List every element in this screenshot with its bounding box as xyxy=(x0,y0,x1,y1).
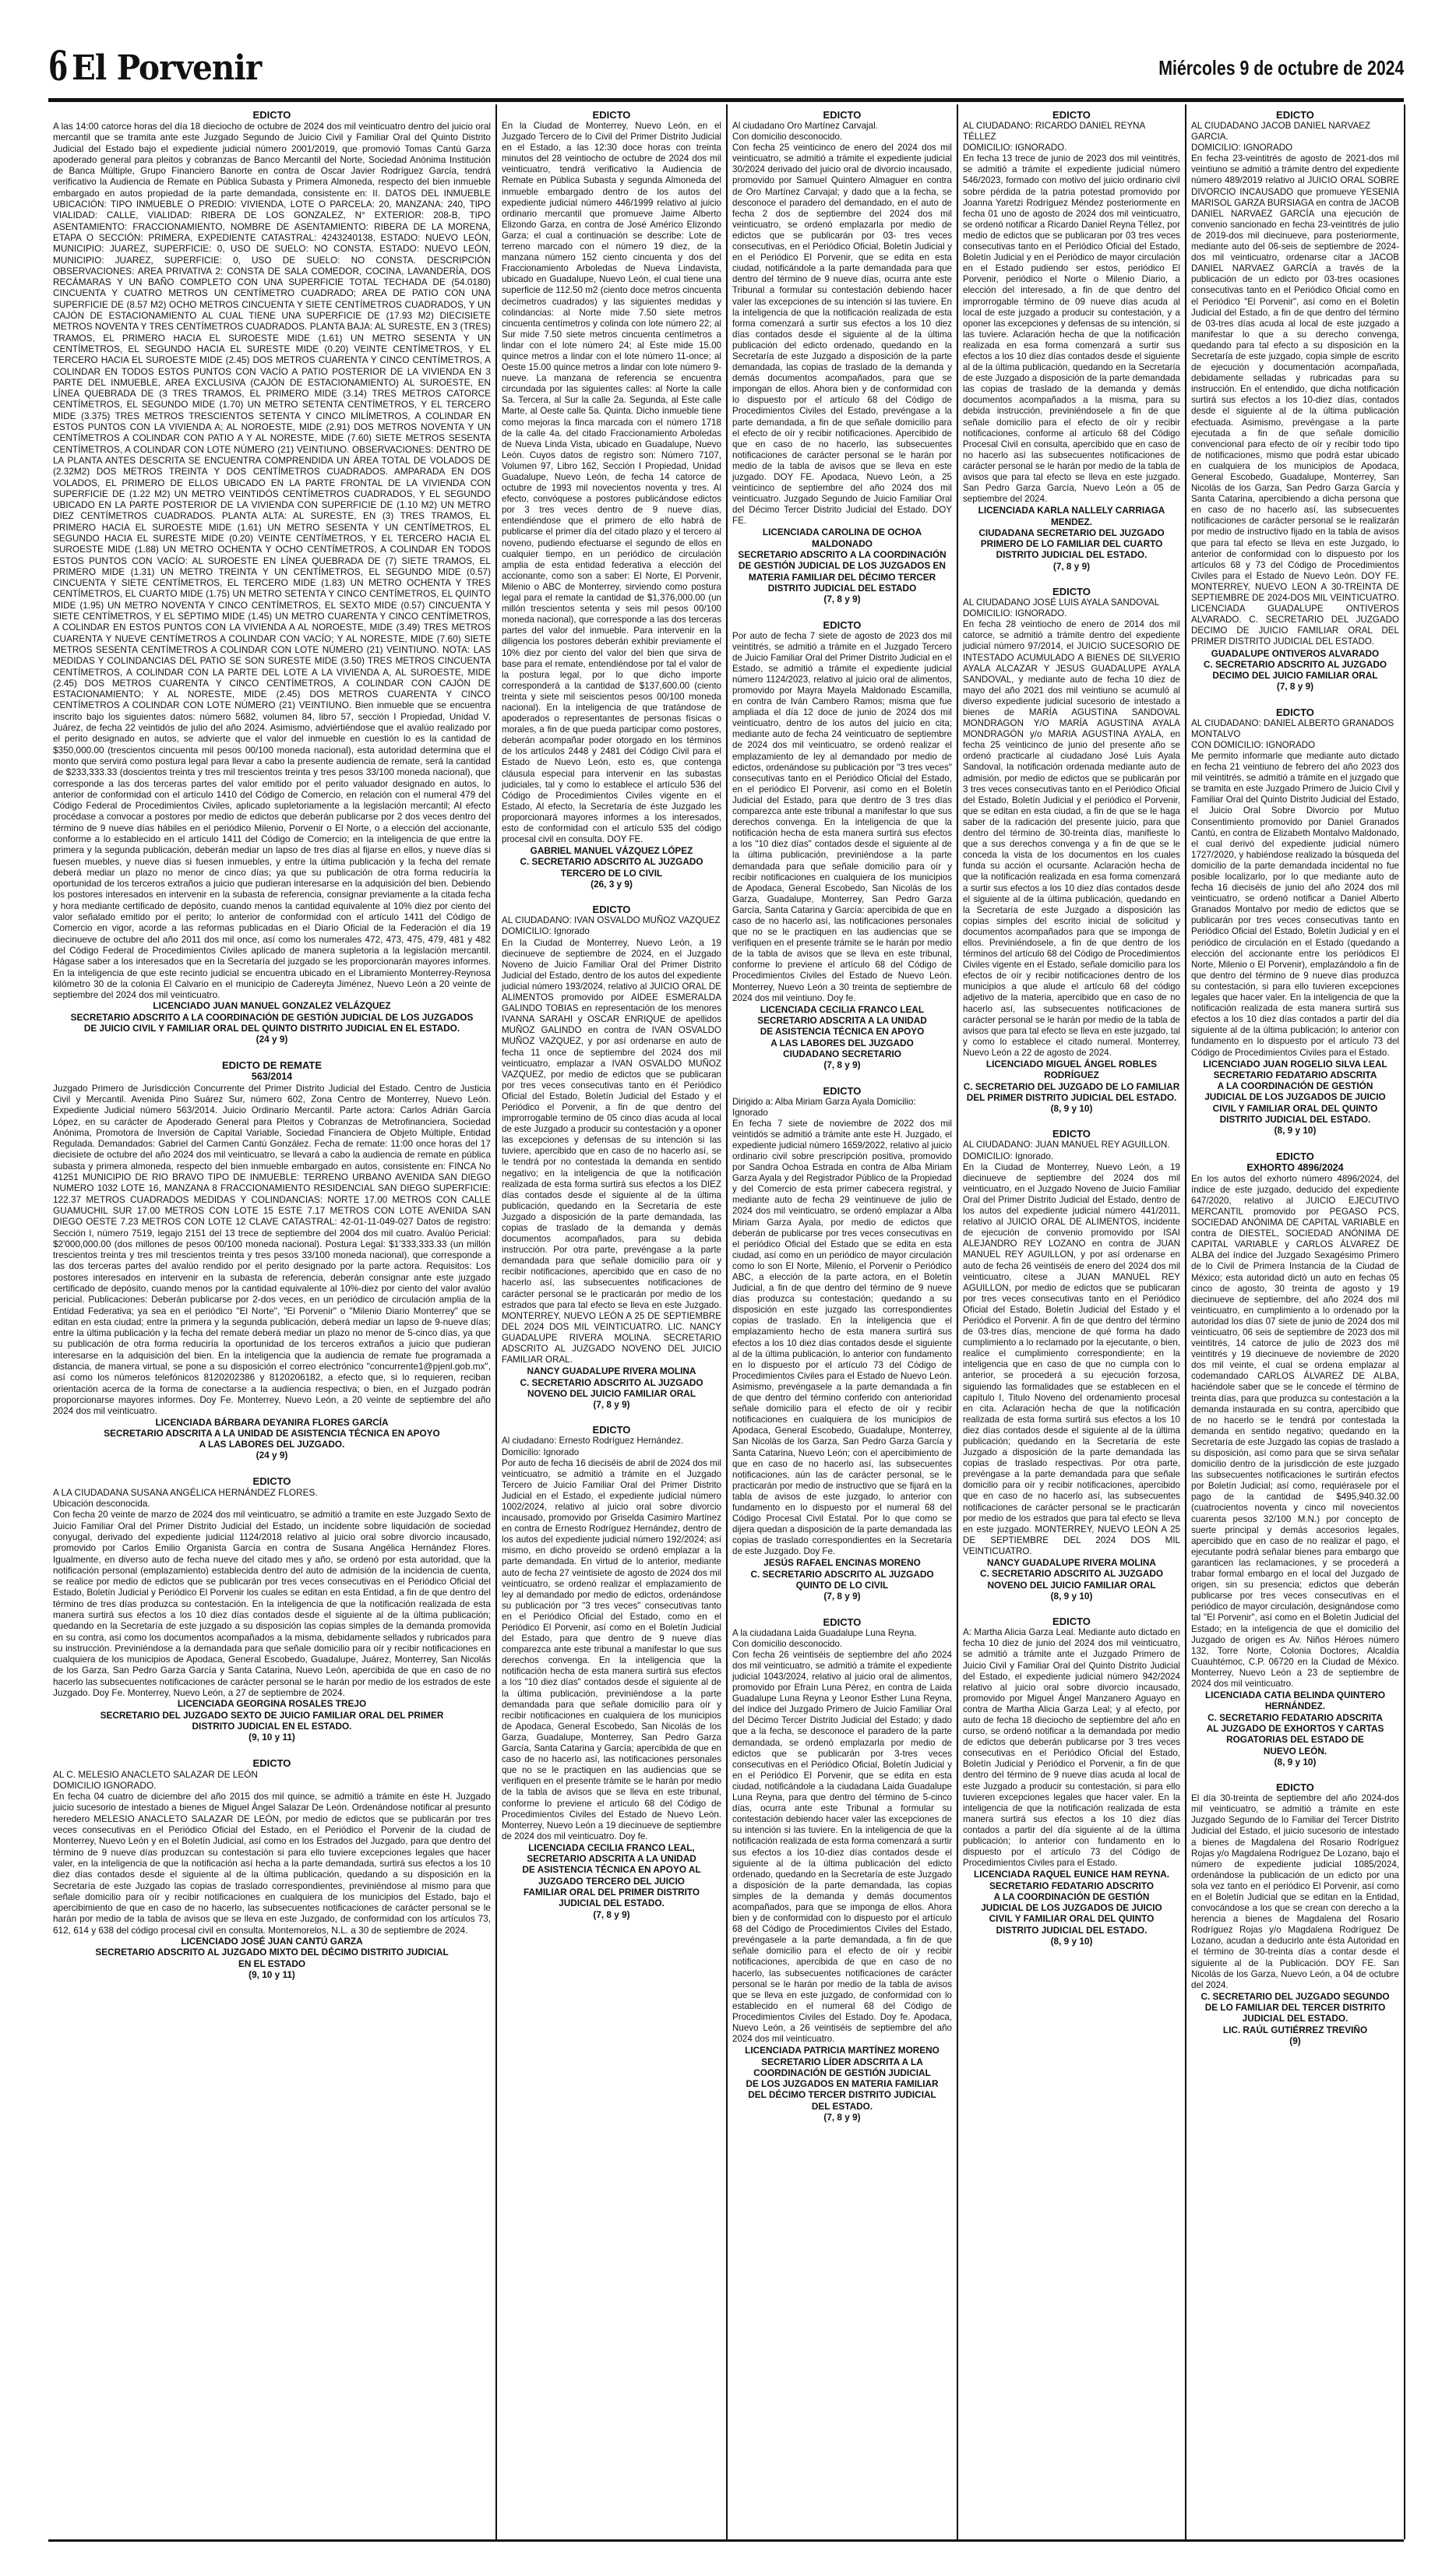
signature-line: SECRETARIO ADSCRITA A LA UNIDAD xyxy=(757,1015,927,1027)
signature-line: SECRETARIO FEDATARIO ADSCRITA xyxy=(1213,1069,1377,1080)
edict-notice xyxy=(502,109,721,890)
signature-line: JUDICIAL DEL ESTADO. xyxy=(1242,2013,1349,2025)
addressee-line: DOMICILIO: IGNORADO. xyxy=(963,143,1067,153)
signature-line: GUADALUPE ONTIVEROS ALVARADO xyxy=(1211,647,1380,659)
signature-line: LICENCIADO MIGUEL ÁNGEL ROBLES RODRÍGUEZ xyxy=(985,1059,1158,1081)
signature-line: CIUDADANA SECRETARIO DEL JUZGADO xyxy=(978,527,1165,538)
signature-line: LICENCIADA CATIA BELINDA QUINTERO HERNÁNDEZ. xyxy=(1204,1690,1386,1712)
publication-dates: (7, 8 y 9) xyxy=(593,1399,630,1411)
edict-notice xyxy=(963,109,1180,572)
signature-line: JUDICIAL DEL ESTADO. xyxy=(559,1898,665,1909)
addressee-line: AL CIUDADANO JOSÉ LUIS AYALA SANDOVAL xyxy=(963,597,1160,608)
edict-notice xyxy=(502,904,721,1410)
signature-line: A LA COORDINACIÓN DE GESTIÓN xyxy=(993,1891,1150,1902)
edict-heading: EDICTO xyxy=(1052,1128,1091,1140)
signature-line: CIVIL Y FAMILIAR ORAL DEL QUINTO xyxy=(1212,1102,1378,1114)
addressee-line: AL CIUDADANO JACOB DANIEL NARVAEZ GARCIA. xyxy=(1191,121,1370,143)
edict-notice xyxy=(1191,1781,1399,2046)
edict-notice xyxy=(53,1475,491,1743)
publication-dates: (8, 9 y 10) xyxy=(1050,1590,1093,1602)
page-number: 6 xyxy=(48,43,69,90)
addressee-line: AL CIUDADANO: RICARDO DANIEL REYNA TÉLLEZ xyxy=(963,121,1145,143)
signature-line: JUDICIAL DE LOS JUZGADOS DE JUICIO xyxy=(981,1902,1162,1914)
edict-notice xyxy=(53,1059,491,1461)
signature-line: SECRETARIO ADSCRITA A LA UNIDAD DE ASISTENCIA TÉCNICA EN APOYO xyxy=(104,1427,440,1439)
newspaper-name: El Porvenir xyxy=(72,48,262,88)
edict-body: Me permito informarle que mediante auto dictado en fecha 21 veintiuno de febrero del año 2023 dos mil veintitrés, se admitió a trámite en el juzgado que se tramita en este Juzgado Primero de Juicio Civil y Familiar Oral del Quinto Distrito Judicial del Estado, el Juicio Oral Sobre Divorcio por Mutuo Consentimiento promovido por Daniel Granados Cantú, en contra de Elizabeth Montalvo Maldonado, el cual derivó del expediente judicial número 1727/2020, y habiéndose realizado la búsqueda del domicilio de la parte demandada incidental no fue posible localizarlo, por lo que mediante auto de fecha 16 dieciséis de junio del año 2024 dos mil veinticuatro, se ordenó notificar a Daniel Alberto Granados Montalvo por medio de edictos que se publicarán por tres veces consecutivas tanto en Periódico Oficial del Estado, Boletín Judicial y en el periódico de circulación en el Estado (quedando a elección del accionante entre los periódicos El Norte, Milenio o El Porvenir), emplazándolo a fin de que dentro del término de 9 nueve días produzca su contestación, si para ello tuvieren excepciones legales que hacer valer. En la inteligencia de que la notificación realizada de esta manera surtirá sus efectos a los 10 diez días contados a partir del día siguiente al de la última publicación; lo anterior con fundamento en lo dispuesto por el artículo 73 del Código de Procedimientos Civiles para el Estado. xyxy=(1191,750,1399,1058)
column-3 xyxy=(497,107,726,2535)
signature-line: EN EL ESTADO xyxy=(238,1958,306,1969)
signature-line: LICENCIADO JUAN ROGELIO SILVA LEAL xyxy=(1203,1058,1387,1070)
signature-line: DISTRITO JUDICIAL DEL ESTADO. xyxy=(996,1924,1148,1936)
edict-notice xyxy=(732,109,952,605)
signature-line: DEL ESTADO. xyxy=(811,2100,873,2112)
publication-dates: (24 y 9) xyxy=(256,1450,288,1461)
edict-body: En fecha 23-veintitrés de agosto de 2021-dos mil veintiuno se admitió a trámite dentro del expediente número 489/2019 relativo al JUICIO ORAL SOBRE DIVORCIO INCAUSADO que promueve YESENIA MARISOL GARZA BURSIAGA en contra de JACOB DANIEL NARVAEZ GARCÍA una ejecución de convenio sancionado en fecha 23-veintitrés de julio de 2019-dos mil diecinueve, para posteriormente, mediante auto del 06-seis de septiembre de 2024-dos mil veinticuatro, ordenarse citar a JACOB DANIEL NARVAEZ GARCÍA a través de la publicación de un edicto por 03-tres ocasiones consecutivas tanto en el Periódico Oficial como en el Periódico "El Porvenir", así como en el Boletín Judicial del Estado, a fin de que dentro del término de 03-tres días acuda al local de este juzgado a manifestar lo que a su derecho convenga, quedando para tal efecto a su disposición en la Secretaría de este juzgado, copia simple de escrito de ejecución y documentación acompañada, debidamente selladas y rubricadas para su instrucción. En el entendido, que dicha notificación surtirá sus efectos a los 10-diez días, contados desde el siguiente al de la última publicación efectuada. Asimismo, prevéngase a la parte ejecutada a fin de que señale domicilio convencional para efecto de oír y recibir todo tipo de notificaciones, mismo que podrá estar ubicado en cualquiera de los municipios de Apodaca, General Escobedo, Guadalupe, Monterrey, San Nicolás de los Garza, San Pedro Garza García y Santa Catarina, apercibiendo a dicha persona que en caso de no hacerlo así, las subsecuentes notificaciones de carácter personal se le realizarán por medio de instructivo fijado en la tabla de avisos que para tal efecto se lleva en este Juzgado, lo anterior de conformidad con lo dispuesto por los artículos 68 y 73 del Código de Procedimientos Civiles para el Estado de Nuevo León. DOY FE. MONTERREY, NUEVO LEON A 30-TREINTA DE SEPTIEMBRE DE 2024-DOS MIL VEINTICUATRO. LICENCIADA GUADALUPE ONTIVEROS ALVARADO. C. SECRETARIO DEL JUZGADO DECIMO DE JUICIO FAMILIAR ORAL DEL PRIMER DISTRITO JUDICIAL DEL ESTADO. xyxy=(1191,153,1399,647)
edict-body: Con fecha 26 veintiséis de septiembre del año 2024 dos mil veinticuatro, se admitió a trámite el expediente judicial 1043/2024, relativo al juicio oral de alimentos, promovido por Efraín Luna Pérez, en contra de Laida Guadalupe Luna Reyna y Leonor Esther Luna Reyna, del índice del Juzgado Primero de Juicio Familiar Oral del Décimo Tercer Distrito Judicial del Estado; y dado que a la fecha, se desconoce el paradero de la parte demandada, se ordenó emplazarla por medio de edictos que se publicarán por 3-tres veces consecutivas en el Periódico Oficial, Boletín Judicial y en el Periódico El Porvenir, que se edita en esta ciudad, notificándole a la ciudadana Laida Guadalupe Luna Reyna, para que dentro del término de 5-cinco días, ocurra ante este Tribunal a formular su contestación debiendo hacer valer las excepciones de su intención si las tuviere. En la inteligencia de que la notificación realizada de esta forma comenzará a surtir sus efectos a los 10-diez días contados desde el siguiente al de la última publicación del edicto ordenado, quedando en la Secretaría de este Juzgado a disposición de la parte demandada, las copias simples de la demanda y demás documentos acompañados, para que se imponga de ellos. Ahora bien y de conformidad con lo dispuesto por el artículo 68 del Código de Procedimientos Civiles del Estado, prevéngasele a la parte demandada, a fin de que señale domicilio para el efecto de oír y recibir notificaciones, apercibida de que en caso de no hacerlo, las subsecuentes notificaciones de carácter personal se le harán por medio de la tabla de avisos que se lleva en este juzgado, de conformidad con lo establecido en el numeral 68 del Código de Procedimientos Civiles del Estado. Doy fe. Apodaca, Nuevo León, a 26 veintiséis de septiembre del año 2024 dos mil veinticuatro. xyxy=(732,1649,952,2045)
edict-body: Con fecha 20 veinte de marzo de 2024 dos mil veinticuatro, se admitió a tramite en este Juzgado Sexto de Juicio Familiar Oral del Primer Distrito Judicial del Estado, un incidente sobre liquidación de sociedad conyugal, derivado del expediente judicial 1124/2018 relativo al juicio oral sobre divorcio incausado, promovido por Carlos Emilio Organista García en contra de Susana Angélica Hernández Flores. Igualmente, en diverso auto de fecha nueve del citado mes y año, se ordenó por esta autoridad, que la notificación personal (emplazamiento) establecida dentro del auto de admisión de la incidencia de cuenta, se realice por medio de edictos que se publicarán por tres veces consecutivas en el Periódico Oficial del Estado, Boletín Judicial y Periódico El Porvenir los cuales se editan en esta Entidad, a fin de que dentro del término de tres días produzca su contestación. En la inteligencia de que la notificación realizada de esta manera surtirá sus efectos a los 10 diez días contados desde el siguiente al de la última publicación; quedando en la Secretaría de este juzgado a su disposición las copias simples de la demanda promovida en su contra, así como los documentos acompañados a la misma, debidamente sellados y rubricados para su instrucción. Previniéndose a la demandada para que señale domicilio para oír y recibir notificaciones en cualquiera de los municipios de Apodaca, General Escobedo, Guadalupe, Juárez, Monterrey, San Nicolás de los Garza, San Pedro Garza García y Santa Catarina, Nuevo León, apercibida de que en caso de no hacerlo las subsecuentes notificaciones de carácter personal se le harán por medio de los estrados de este Juzgado. Doy Fe. Monterrey, Nuevo León, a 27 de septiembre de 2024. xyxy=(53,1509,491,1699)
signature-line: A LAS LABORES DEL JUZGADO. xyxy=(199,1439,345,1450)
edict-heading: EDICTO xyxy=(823,618,862,631)
edict-body: En fecha 04 cuatro de diciembre del año 2015 dos mil quince, se admitió a trámite en éste H. Juzgado juicio sucesorio de intestado a bienes de Miguel Ángel Salazar De León. Ordenándose notificar al presunto heredero MELESIO ANACLETO SALAZAR DE LEÓN, por medio de edictos que se publicarán por tres veces consecutivas en el Periódico Oficial del Estado, en el Periódico el Porvenir de la ciudad de Monterrey, Nuevo León y en el Boletín Judicial, así como en los Estrados del Juzgado, para que dentro del término de 9 nueve días produzcan su contestación si para ello tuviere excepciones legales que hacer valer, en la inteligencia de que la notificación así hecha a la parte demandada, surtirá sus efectos a los 10 diez días contados desde el siguiente al de la última publicación, quedando a su disposición en la Secretaría de este Juzgado las copias de traslado correspondientes, previniéndose al mismo para que señale domicilio para oír y recibir notificaciones en cualquiera de los municipios del Estado, bajo el apercibimiento de que en caso de no hacerlo, las subsecuentes notificaciones de carácter personal se le harán por medio de la tabla de avisos que se lleva en este Juzgado, de conformidad con los artículos 73, 612, 614 y 638 del código procesal civil en consulta. Montemorelos, N.L. a 30 de septiembre de 2024. xyxy=(53,1791,491,1936)
signature-line: LICENCIADA CAROLINA DE OCHOA MALDONADO xyxy=(762,527,922,549)
signature-line: DE LOS JUZGADOS EN MATERIA FAMILIAR xyxy=(746,2078,939,2090)
publication-dates: (24 y 9) xyxy=(256,1034,288,1045)
addressee-line: AL CIUDADANO: JUAN MANUEL REY AGUILLON. xyxy=(963,1140,1170,1151)
masthead xyxy=(48,45,1404,95)
signature-line: LICENCIADA PATRICIA MARTÍNEZ MORENO xyxy=(745,2045,940,2056)
addressee-line: Ubicación desconocida. xyxy=(53,1498,150,1510)
publication-dates: (7, 8 y 9) xyxy=(593,1908,630,1920)
signature-line: DE ASISTENCIA TÉCNICA EN APOYO AL xyxy=(522,1864,701,1876)
edict-heading: EDICTO xyxy=(1276,1150,1314,1162)
publication-date: Miércoles 9 de octubre de 2024 xyxy=(1158,56,1404,79)
signature-line: AL JUZGADO DE EXHORTOS Y CARTAS xyxy=(1206,1722,1384,1734)
addressee-line: DOMICILIO: IGNORADO. xyxy=(963,608,1067,619)
edict-body: En los autos del exhorto número 4896/2024, del índice de este juzgado, deducido del expediente 647/2020, relativo al JUICIO EJECUTIVO MERCANTIL promovido por PEGASO PCS, SOCIEDAD ANÓNIMA DE CAPITAL VARIABLE en contra de DIESTEL, SOCIEDAD ANÓNIMA DE CAPITAL VARIABLE y CARLOS ÁLVAREZ DE ALBA del índice del Juzgado Sexagésimo Primero de lo Civil de Primera Instancia de la Ciudad de México; esta autoridad dictó un auto en fechas 05 cinco de agosto, 30 treinta de agosto y 19 diecinueve de septiembre, del año 2024 dos mil veinticuatro, en cumplimiento a lo ordenado por la autoridad los días 07 siete de junio de 2024 dos mil veinticuatro, 06 seis de septiembre de 2023 dos mil veintitrés, 14 catorce de julio de 2023 dos mil veintitrés y 19 diecinueve de noviembre de 2020 dos mil veinte, el cual se ordena emplazar al codemandado CARLOS ÁLVAREZ DE ALBA, haciéndole saber que se le concede el término de treinta días, para que produzca su contestación a la demanda instaurada en su contra, apercibido que de no hacerlo se le tendrá por contestada la demanda en sentido negativo; quedando en la Secretaría de este Juzgado las copias de traslado a su disposición, así como para que se sirva señalar domicilio dentro de la jurisdicción de este juzgado las subsecuentes notificaciones le surtirán efectos por Boletín Judicial; así como, requiérasele por el pago de la cantidad de $495,940.32.00 (cuatrocientos noventa y cinco mil novecientos cuarenta pesos 32/100 M.N.) por concepto de suerte principal y demás accesorios legales, apercibido que en caso de no realizar el pago, el ejecutante podrá señalar bienes para embargo que garanticen las reclamaciones, y se procederá a trabar formal embargo en el local del Juzgado de origen, sin su presencia; edictos que deberán publicarse por tres veces consecutivas en el periódico de mayor circulación, designándose como tal "El Porvenir", así como en el Boletín Judicial del Estado; en la inteligencia de que el domicilio del Juzgado de origen es Av. Niños Héroes número 132, Torre Norte, Colonia Doctores, Alcaldía Cuauhtémoc, C.P. 06720 en la Ciudad de México. Monterrey, Nuevo León a 23 de septiembre de 2024 dos mil veinticuatro. xyxy=(1191,1173,1399,1689)
column-1-2 xyxy=(48,107,495,2535)
publication-dates: (26, 3 y 9) xyxy=(591,879,633,890)
signature-line: LICENCIADA CECILIA FRANCO LEAL xyxy=(760,1003,925,1015)
signature-line: QUINTO DE LO CIVIL xyxy=(795,1580,889,1591)
signature-line: SECRETARIO ADSCRITO AL JUZGADO MIXTO DEL DÉCIMO DISTRITO JUDICIAL xyxy=(95,1947,449,1958)
column-5 xyxy=(958,107,1185,2535)
edict-notice xyxy=(732,619,952,1071)
signature-line: NANCY GUADALUPE RIVERA MOLINA xyxy=(527,1366,696,1377)
signature-line: TERCERO DE LO CIVIL xyxy=(560,867,663,879)
edict-subheading: EXHORTO 4896/2024 xyxy=(1246,1161,1344,1173)
edict-body: El día 30-treinta de septiembre del año 2024-dos mil veinticuatro, se admitió a trámite en este Juzgado Segundo de lo Familiar del Tercer Distrito Judicial del Estado, el juicio sucesorio de intestado a bienes de Magdalena del Rosario Rodríguez Rojas y/o Magdalena Rodríguez De Lozano, bajo el número de expediente judicial 1085/2024, ordenándose la publicación de un edicto por una sola vez tanto en el periódico El Porvenir, así como en el Boletín Judicial que se editan en la Entidad, convocándose a los que se crean con derecho a la herencia a bienes de Magdalena del Rosario Rodríguez Rojas y/o Magdalena Rodríguez De Lozano, acudan a deducirlo ante ésta Autoridad en el término de 30-treinta días a contar desde el siguiente al de la Publicación. DOY FE. San Nicolás de los Garza, Nuevo León, a 04 de octubre del 2024. xyxy=(1191,1793,1399,1990)
bottom-rule xyxy=(48,2539,1404,2542)
signature-line: LICENCIADO JOSÉ JUAN CANTÚ GARZA xyxy=(181,1936,363,1947)
signature-line: FAMILIAR ORAL DEL PRIMER DISTRITO xyxy=(523,1887,700,1898)
signature-line: C. SECRETARIO ADSCRITO AL JUZGADO xyxy=(750,1568,934,1580)
edict-heading: EDICTO xyxy=(823,1616,862,1628)
edict-notice xyxy=(502,1424,721,1920)
edict-body: A: Martha Alicia Garza Leal. Mediante auto dictado en fecha 10 diez de junio del 2024 dos mil veinticuatro, se admitió a trámite ante el Juzgado Primero de Juicio Civil y Familiar Oral del Quinto Distrito Judicial del Estado, el expediente judicial número 942/2024 relativo al juicio oral sobre divorcio incausado, promovido por Miguel Ángel Manzanero Aguayo en contra de Martha Alicia Garza Leal; y al efecto, por auto de fecha 18 dieciocho de septiembre del año en curso, se ordenó notificar a la demandada por medio de edictos que deberán publicarse por 3 tres veces consecutivas en el Periódico Oficial del Estado, Boletín Judicial y Periódico el Porvenir, a fin de que dentro del término de 9 nueve días acuda al local de este Juzgado a producir su contestación, si para ello tuvieren excepciones legales que hacer valer. En la inteligencia de que la notificación realizada de esta manera surtirá sus efectos a los 10 diez días contados a partir del día siguiente al de la última publicación; lo anterior con fundamento en lo dispuesto por el artículo 73 del Código de Procedimientos Civiles para el Estado. xyxy=(963,1627,1180,1869)
edict-heading: EDICTO xyxy=(592,904,631,916)
signature-line: ROGATORIAS DEL ESTADO DE xyxy=(1226,1734,1364,1746)
signature-line: JESÚS RAFAEL ENCINAS MORENO xyxy=(763,1557,921,1569)
signature-line: DEL DÉCIMO TERCER DISTRITO JUDICIAL xyxy=(748,2089,936,2101)
edict-body: En la Ciudad de Monterrey, Nuevo León, en el Juzgado Tercero de lo Civil del Primer Distrito Judicial en el Estado, a las 12:30 doce horas con treinta minutos del 28 veintiocho de octubre de 2024 dos mil veinticuatro, tendrá verificativo la Audiencia de Remate en Pública Subasta y segunda Almoneda del inmueble embargado dentro de los autos del expediente judicial número 446/1999 relativo al juicio ordinario mercantil que promueve Jaime Alberto Elizondo Garza, en contra de José Américo Elizondo Garza; el cual a continuación se describe: Lote de terreno marcado con el número 19 diez, de la manzana número 152 ciento cincuenta y dos del Fraccionamiento Arboledas de Nueva Lindavista, ubicado en Guadalupe, Nuevo León, el cual tiene una superficie de 112.50 m2 (ciento doce metros cincuenta decímetros cuadrados) y las siguientes medidas y colindancias: al Norte mide 7.50 siete metros cincuenta centímetros y colinda con lote número 22; al Sur mide 7.50 siete metros cincuenta centímetros a lindar con el lote número 24; al Este mide 15.00 quince metros a lindar con el lote número 11-once; al Oeste 15.00 quince metros a lindar con lote número 9-nueve. La manzana de referencia se encuentra circundada por las siguientes calles: al Norte la calle Sa. Tercera, al Sur la calle 2a. Segunda, al Este calle Marte, al Oeste calle 5a. Quinta. Dicho inmueble tiene como mejoras la finca marcada con el número 1718 de la calle 4a. del citado Fraccionamiento Arboledas de Nueva Linda Vista, ubicado en Guadalupe, Nuevo León. Cuyos datos de registro son: Número 7107, Volumen 97, Libro 162, Sección I Propiedad, Unidad Guadalupe, Nuevo León, de fecha 14 catorce de octubre de 1993 mil novecientos noventa y tres. Al efecto, convóquese a postores publicándose edictos por 3 tres veces dentro de 9 nueve días, entendiéndose que el primero de ello habrá de publicarse el primer día del citado plazo y el tercero al noveno, pudiendo efectuarse el segundo de ellos en cualquier tiempo, en un periódico de circulación amplia de esta entidad federativa a elección del accionante, como son a saber: El Norte, El Porvenir, Milenio o ABC de Monterrey, sirviendo como postura legal para el remate la cantidad de $1,376,000.00 (un millón trescientos setenta y seis mil pesos 00/100 moneda nacional), que corresponde a las dos terceras partes del valor del inmueble. Para intervenir en la diligencia los postores deberán exhibir previamente el 10% diez por ciento del valor del bien que sirva de base para el remate, entendiéndose por tal el valor de la postura legal, por lo que dicho importe corresponderá a la cantidad de $137,600.00 (ciento treinta y siete mil seiscientos pesos 00/100 moneda nacional). En la inteligencia de que tratándose de apoderados o representantes de personas físicas o morales, a fin de que pueda participar como postores, deberán acompañar poder otorgado en los términos de los artículos 2448 y 2481 del Código Civil para el Estado de Nuevo León, esto es, que contenga cláusula especial para intervenir en las subastas judiciales, tal y como lo establece el artículo 536 del Código de Procedimientos Civiles vigente en el Estado, Al efecto, la Secretaría de éste Juzgado les proporcionará mayores informes a los interesados, esto de conformidad con el artículo 535 del código procesal civil en consulta. DOY FE. xyxy=(502,121,721,845)
signature-line: A LAS LABORES DEL JUZGADO xyxy=(770,1037,914,1048)
edict-body: Juzgado Primero de Jurisdicción Concurrente del Primer Distrito Judicial del Estado. Centro de Justicia Civil y Mercantil. Avenida Pino Suárez Sur, número 602, Zona Centro de Monterrey, Nuevo León. Expediente Judicial número 563/2014. Juicio Ordinario Mercantil. Parte actora: Carlos Adrián García López, en su carácter de Apoderado General para Pleitos y Cobranzas de Metrofinanciera, Sociedad Anónima, Promotora de Inversión de Capital Variable, Sociedad Financiera de Objeto Múltiple, Entidad Regulada. Demandados: Gabriel del Carmen Cantú González. Fecha de remate: 11:00 once horas del 17 diecisiete de octubre del año 2024 dos mil veinticuatro, se llevará a cabo la audiencia de remate en pública subasta y primera almoneda, respecto del bien inmueble embargado en autos, consistente en: FINCA No 41251 MUNICIPIO DE RIO BRAVO TIPO DE INMUEBLE: TERRENO URBANO AVENIDA SAN DIEGO NUMERO 1032 LOTE 16, MANZANA 8 FRACCIONAMIENTO RESIDENCIAL SAN DIEGO SUPERFICIE: 122.37 METROS CUADRADOS MEDIDAS Y COLINDANCIAS: NORTE 17.00 METROS CON CALLE GUAMUCHIL SUR 17.00 METROS CON LOTE 15 ESTE 7.17 METROS CON LOTE AVENIDA SAN DIEGO OESTE 7.23 METROS CON LOTE 12 CLAVE CATASTRAL: 42-01-11-049-027 Datos de registro: Sección I, número 7519, legajo 2151 del 13 trece de septiembre del 2004 dos mil cuatro. Avalúo Pericial: $2'000,000.00 (dos millones de pesos 00/100 moneda nacional). Postura Legal: $1'333,333.33 (un millón trescientos treinta y tres mil trescientos treinta y tres pesos 33/100 moneda nacional), que corresponde a las dos terceras partes del avalúo rendido por el perito designado por la parte actora. Requisitos: Los postores interesados en intervenir en la subasta de referencia, deberán consignar ante este juzgado certificado de depósito, cuando menos por la cantidad equivalente al 10%-diez por ciento del valor avalúo pericial. Publicaciones: Deberán publicarse por 2-dos veces, en un periódico de circulación amplia de la Entidad Federativa; ya sea en el periódico "El Norte", "El Porvenir" o "Milenio Diario Monterrey" que se editan en esta ciudad; entre la primera y la segunda publicación, deberá mediar un lapso de 9-nueve días; entre la última publicación y la fecha del remate deberá mediar un plazo no menor de 5-cinco días, ya que su publicación de otra forma reduciría la oportunidad de los terceros extraños a juicio que pudieran interesarse en la adquisición del bien. En la inteligencia que la audiencia de remate fue programada a distancia, de manera virtual, se pone a su disposición el correo electrónico "concurrente1@pjenl.gob.mx", así como los números telefónicos 8120202386 y 8120206182, a efecto que, si lo requieren, reciban orientación acerca de la forma de conectarse a la audiencia respectiva; o bien, en el Juzgado podrán proporcionarse mayores informes. Doy Fe. Monterrey, Nuevo León, a 20 veinte de septiembre del año 2024 dos mil veinticuatro. xyxy=(53,1082,491,1417)
signature-line: SECRETARIO FEDATARIO ADSCRITO xyxy=(989,1880,1155,1891)
signature-line: C. SECRETARIO DEL JUZGADO DE LO FAMILIAR DEL PRIMER DISTRITO JUDICIAL DEL ESTADO. xyxy=(963,1080,1180,1103)
signature-line: C. SECRETARIO ADSCRITO AL JUZGADO xyxy=(520,856,703,868)
edict-heading: EDICTO DE REMATE xyxy=(221,1059,323,1071)
signature-line: A LA COORDINACIÓN DE GESTIÓN xyxy=(1217,1080,1373,1092)
edict-heading: EDICTO xyxy=(252,109,291,121)
addressee-line: CON DOMICILIO: IGNORADO xyxy=(1191,739,1316,750)
edict-notice xyxy=(732,1616,952,2123)
addressee-line: AL C. MELESIO ANACLETO SALAZAR DE LEÓN xyxy=(53,1768,258,1780)
signature-line: DE JUICIO CIVIL Y FAMILIAR ORAL DEL QUINTO DISTRITO JUDICIAL EN EL ESTADO. xyxy=(83,1023,460,1034)
publication-dates: (8, 9 y 10) xyxy=(1050,1103,1093,1115)
addressee-line: AL CIUDADANO: IVAN OSVALDO MUÑOZ VAZQUEZ xyxy=(502,915,721,926)
publication-dates: (8, 9 y 10) xyxy=(1050,1936,1093,1947)
signature-line: GABRIEL MANUEL VÁZQUEZ LÓPEZ xyxy=(530,845,693,857)
addressee-line: A LA CIUDADANA SUSANA ANGÉLICA HERNÁNDEZ FLORES. xyxy=(53,1486,318,1498)
edict-body: En fecha 28 veintiocho de enero de 2014 dos mil catorce, se admitió a trámite dentro del expediente judicial número 97/2014, el JUICIO SUCESORIO DE INTESTADO ACUMULADO A BIENES DE SILVERIO AYALA ALCAZAR Y JESUS GUADALUPE AYALA SANDOVAL, y mediante auto de fecha 10 diez de mayo del año 2021 dos mil veintiuno se acumuló al diverso expediente judicial sucesorio de intestado a bienes de MARÍA AGUSTINA SANDOVAL MONDRAGON Y/O MARÍA AGUSTINA AYALA MONDRAGÓN y/o MARIA AGUSTINA AYALA, en fecha 25 veinticinco de junio del presente año se ordenó practicarle al ciudadano José Luis Ayala Sandoval, la notificación ordenada mediante auto de admisión, por medio de edictos que se publicarán por 3 tres veces consecutivas tanto en el Periódico Oficial del Estado, Boletín Judicial y el periódico el Porvenir, que se editan en esta ciudad, a fin de que se le haga saber de la radicación del presente juicio, para que dentro del término de 30-treinta días, manifieste lo que a sus derechos convenga y a fin de que se le conceda la vista de los documentos en los cuales funda su acción el ocursante. Aclaración hecha de que la notificación realizada en esa forma comenzará a surtir sus efectos a los 10 diez días contados desde el siguiente al de la última publicación, quedando en la Secretaría de este Juzgado a disposición las copias simples del escrito inicial de solicitud y documentos acompañados para que se imponga de ellos. Previniéndosele, a fin de que dentro de los términos del artículo 68 del Código de Procedimientos Civiles vigente en el Estado, señale domicilio para los efectos de oír y recibir notificaciones dentro de los municipios a que alude el artículo 68 del código adjetivo de la materia, apercibido que en caso de no hacerlo así, las subsecuentes notificaciones de carácter personal se le harán por medio de la tabla de avisos que para tal efecto se lleva en este juzgado, tal y como lo establece el citado numeral. Monterrey, Nuevo León a 22 de agosto de 2024. xyxy=(963,619,1180,1058)
edict-notice xyxy=(1191,1151,1399,1767)
edict-heading: EDICTO xyxy=(1276,706,1314,718)
signature-line: SECRETARIO ADSCRITO A LA COORDINACIÓN DE GESTIÓN JUDICIAL DE LOS JUZGADOS xyxy=(70,1011,474,1023)
signature-line: NUEVO LEÓN. xyxy=(1263,1745,1327,1757)
edict-body: En la Ciudad de Monterrey, Nuevo León, a 19 diecinueve de septiembre de 2024, en el Juzgado Noveno de Juicio Familiar Oral del Primer Distrito Judicial del Estado, dentro de los autos del expediente judicial número 193/2024, relativo al JUICIO ORAL DE ALIMENTOS promovido por AIDEE ESMERALDA GALINDO TOBIAS en representación de los menores IVANNA SARAHI y OSCAR ENRIQUE de apellidos MUÑOZ GALINDO en contra de IVAN OSVALDO MUÑOZ VAZQUEZ, y por así ordenarse en auto de fecha 11 once de septiembre del 2024 dos mil veinticuatro, emplazar a IVAN OSVALDO MUÑOZ VAZQUEZ, por medio de edictos que se publicaran por tres veces consecutivas tanto en él Periódico Oficial del Estado, Boletín Judicial del Estado y el Periódico el Porvenir, a fin de que dentro del improrrogable termino de 05 cinco días acuda al local de este Juzgado a producir su contestación y a oponer las excepciones y defensas de su intención si las tuviere, apercibido que en caso de no hacerlo así, se le tendrá por no contestada la demanda en sentido negativo; en la inteligencia de que la notificación realizada de esta forma surtirá sus efectos a los DIEZ días contados desde el siguiente al de la última publicación, quedando en la Secretaría de este Juzgado a disposición de la parte demandada, las copias de traslado de la demanda y demás documentos acompañados, para su debida instrucción. Por otra parte, prevéngase a la parte demandada para que señale domicilio para oír y recibir notificaciones, apercibido que en caso de no hacerlo así, las subsecuentes notificaciones de carácter personal se le practicarán por medio de los estrados que para tal efecto se lleva en este Juzgado. MONTERREY, NUEVO LEÓN A 25 DE SEPTIEMBRE DEL 2024 DOS MIL VEINTICUATRO. LIC. NANCY GUADALUPE RIVERA MOLINA. SECRETARIO ADSCRITO AL JUZGADO NOVENO DEL JUICIO FAMILIAR ORAL. xyxy=(502,937,721,1366)
signature-line: C. SECRETARIO ADSCRITO AL JUZGADO DECIMO DEL JUICIO FAMILIAR ORAL xyxy=(1203,658,1387,682)
edict-notice xyxy=(53,1757,491,1981)
addressee-line: DOMICILIO: Ignorado xyxy=(502,926,590,937)
publication-dates: (7, 8 y 9) xyxy=(823,1591,861,1602)
publication-dates: (7, 8 y 9) xyxy=(823,2111,861,2123)
signature-line: SECRETARIO ADSCRITA A LA UNIDAD xyxy=(527,1853,696,1865)
addressee-line: Con domicilio desconocido. xyxy=(732,132,843,143)
publication-dates: (9) xyxy=(1289,2035,1301,2047)
edict-notice xyxy=(963,1616,1180,1947)
edict-body: En fecha 7 siete de noviembre de 2022 dos mil veintidós se admitió a trámite ante este H. Juzgado, el expediente judicial número 1659/2022, relativo al juicio ordinario civil sobre prescripción positiva, promovido por Sandra Ochoa Estrada en contra de Alba Miriam Garza Ayala y del Registrador Público de la Propiedad y del Comercio de esta primer cabecera registral, y mediante auto de fecha 29 veintinueve de julio de 2024 dos mil veinticuatro, se ordenó emplazar a Alba Miriam Garza Ayala, por medio de edictos que deberán de publicarse por tres veces consecutivas en el periódico Oficial del Estado que se edita en esta ciudad, así como en un periódico de mayor circulación como lo son El Norte, Milenio, el Porvenir o Periódico ABC, a elección de la parte actora, en el Boletín Judicial, a fin de que dentro del término de 9 nueve días produzca su contestación; quedando a su disposición en este juzgado las correspondientes copias de traslado. En la inteligencia que el emplazamiento hecho de esta manera surtirá sus efectos a los 10 diez días contados desde el siguiente al de la última publicación, lo anterior con fundamento en lo dispuesto por el artículo 73 del Código de Procedimientos Civiles para el Estado de Nuevo León. Asimismo, prevéngasele a la parte demandada a fin de que dentro del término conferido con anterioridad señale domicilio para el efecto de oír y recibir notificaciones en cualquiera de los municipios de Apodaca, General Escobedo, Guadalupe, Monterrey, San Nicolás de los Garza, San Pedro Garza García y Santa Catarina, Nuevo León; con el apercibimiento de que en caso de no hacerlo así, las subsecuentes notificaciones, aún las de carácter personal, se le practicarán por medio de instructivo que se fijará en la tabla de avisos de este juzgado, lo anterior con fundamento en lo dispuesto por el numeral 68 del Código Procesal Civil Estatal. Por lo que como se dijera quedan a disposición de la parte demandada las copias de traslado correspondientes en la Secretaría de este Juzgado. Doy Fe. xyxy=(732,1118,952,1557)
publication-dates: (8, 9 y 10) xyxy=(1274,1756,1317,1767)
edict-body: En fecha 13 trece de junio de 2023 dos mil veintitrés, se admitió a trámite el expediente judicial número 546/2023, formado con motivo del juicio ordinario civil sobre pérdida de la patria potestad promovido por Joanna Yaretzi Rodríguez Méndez posteriormente en fecha 01 uno de agosto de 2024 dos mil veinticuatro, se ordenó notificar a Ricardo Daniel Reyna Téllez, por medio de edictos que se publicaran por 03 tres veces consecutivas tanto en el Periódico Oficial del Estado, Boletín Judicial y en el Periódico de mayor circulación en el Estado pudiendo ser estos, periódico El Porvenir, periódico el Norte o Milenio Diario, a elección del interesado, a fin de que dentro del improrrogable término de 09 nueve días acuda al local de este juzgado a producir su contestación, y a oponer las excepciones y defensas de su intención, si las tuviere. Aclaración hecha de que la notificación realizada en esa forma comenzará a surtir sus efectos a los 10 diez días contados desde el siguiente al de la última publicación, quedando en la Secretaría de este Juzgado a disposición de la parte demandada las copias de traslado de la demanda y demás documentos acompañados a la misma, para su debida instrucción, previniéndosele a fin de que señale domicilio para el efecto de oír y recibir notificaciones, conforme al artículo 68 del Código Procesal Civil en consulta, apercibido que en caso de no hacerlo así las subsecuentes notificaciones de carácter personal se le harán por medio de la tabla de avisos que para tal efecto se lleva en este juzgado. San Pedro Garza García, Nuevo León a 05 de septiembre del 2024. xyxy=(963,153,1180,505)
edict-heading: EDICTO xyxy=(1052,109,1091,121)
edict-heading: EDICTO xyxy=(823,109,862,121)
signature-line: SECRETARIO ADSCRITO A LA COORDINACIÓN DE GESTIÓN JUDICIAL DE LOS JUZGADOS EN MATERIA FAMILIAR DEL DÉCIMO TERCER DISTRITO JUDICIAL DEL ESTADO xyxy=(738,549,947,594)
addressee-line: A la ciudadana Laida Guadalupe Luna Reyna. xyxy=(732,1627,917,1638)
edict-notice xyxy=(963,586,1180,1114)
publication-dates: (8, 9 y 10) xyxy=(1274,1125,1317,1136)
edict-heading: EDICTO xyxy=(1052,586,1091,598)
column-divider xyxy=(1404,104,1405,2539)
signature-line: DISTRITO JUDICIAL DEL ESTADO. xyxy=(996,549,1148,561)
signature-line: C. SECRETARIO DEL JUZGADO SEGUNDO xyxy=(1200,1990,1390,2002)
signature-line: CIVIL Y FAMILIAR ORAL DEL QUINTO xyxy=(989,1913,1155,1925)
edict-heading: EDICTO xyxy=(1276,1781,1314,1794)
edict-body: En la Ciudad de Monterrey, Nuevo León, a 19 diecinueve de septiembre del 2024 dos mil veinticuatro, en el Juzgado Noveno de Juicio Familiar Oral del Primer Distrito Judicial del Estado, dentro de los autos del expediente judicial número 441/2011, relativo al JUICIO ORAL DE ALIMENTOS, incidente de ejecución de convenio promovido por ISAI ALEJANDRO REY LOZANO en contra de JUAN MANUEL REY AGUILLON, y por así ordenarse en auto de fecha 26 veintiséis de enero del 2024 dos mil veinticuatro, cítese a JUAN MANUEL REY AGUILLON, por medio de edictos que se publicaran por tres veces consecutivas tanto en el Periódico Oficial del Estado, Boletín Judicial del Estado y el Periódico el Porvenir. A fin de que dentro del término de 03-tres días, mencione de qué forma ha dado cumplimiento a lo reclamado por la ejecutante, o bien, realice el cumplimiento correspondiente; en la inteligencia que en caso de que no cumpla con lo anterior, se procederá a su ejecución forzosa, siguiendo las formalidades que se establecen en el capítulo I, Titulo Noveno del ordenamiento procesal en cita. Aclaración hecha de que la notificación realizada de esta forma surtirá sus efectos a los 10 diez días contados desde el siguiente al de la última publicación; quedando en la Secretaría de este Juzgado a disposición de la parte demandada las copias de traslado respectivas. Por otra parte, prevéngase a la parte demandada para que señale domicilio para oír y recibir notificaciones, apercibido que en caso de no hacerlo así, las subsecuentes notificaciones de carácter personal se le practicarán por medio de los estrados que para tal efecto se lleva en este juzgado. MONTERREY, NUEVO LEÓN A 25 DE SEPTIEMBRE DEL 2024 DOS MIL VEINTICUATRO. xyxy=(963,1161,1180,1556)
addressee-line: AL CIUDADANO: DANIEL ALBERTO GRANADOS MONTALVO xyxy=(1191,717,1394,739)
signature-line: DISTRITO JUDICIAL EN EL ESTADO. xyxy=(192,1720,352,1732)
signature-line: SECRETARIO DEL JUZGADO SEXTO DE JUICIO FAMILIAR ORAL DEL PRIMER xyxy=(100,1709,444,1721)
publication-dates: (7, 8 y 9) xyxy=(823,594,861,605)
signature-line: LIC. RAÚL GUTIÉRREZ TREVIÑO xyxy=(1222,2024,1368,2035)
signature-line: LICENCIADA RAQUEL EUNICE HAM REYNA. xyxy=(973,1869,1170,1880)
signature-line: DE LO FAMILIAR DEL TERCER DISTRITO xyxy=(1204,2002,1386,2014)
edict-subheading: 563/2014 xyxy=(251,1070,293,1082)
edict-heading: EDICTO xyxy=(592,109,631,121)
column-4 xyxy=(728,107,957,2535)
signature-line: LICENCIADA CECILIA FRANCO LEAL, xyxy=(528,1841,695,1853)
edict-heading: EDICTO xyxy=(252,1757,291,1769)
edict-notice xyxy=(53,109,491,1045)
edict-body: Por auto de fecha 7 siete de agosto de 2023 dos mil veintitrés, se admitió a trámite en el Juzgado Tercero de Juicio Familiar Oral del Primer Distrito Judicial en el Estado, se admitió a trámite el expediente judicial número 1124/2023, relativo al juicio oral de alimentos, promovido por Mayra Mayela Maldonado Escamilla, en contra de Iván Cambero Ramos; misma que fue ampliada el día 12 doce de junio de 2024 dos mil veinticuatro, dentro de los autos del juicio en cita; mediante auto de fecha 24 veinticuatro de septiembre de 2024 dos mil veinticuatro, se ordenó realizar el emplazamiento de ley al demandado por medio de edictos, ordenándose su publicación por "3 tres veces" consecutivas tanto en el Periódico Oficial del Estado, en el periódico El Porvenir, así como en el Boletín Judicial del Estado, para que dentro de 3 tres días comparezca ante este tribunal a manifestar lo que sus derechos convenga. En la inteligencia de que la notificación hecha de esta manera surtirá sus efectos a los "10 diez días" contados desde el siguiente al de la última publicación, previniéndose a la parte demandada para que señale domicilio para oír y recibir notificaciones en cualquiera de los municipios de Apodaca, General Escobedo, San Nicolás de los Garza, Guadalupe, Monterrey, San Pedro Garza García, Santa Catarina y García: apercibida de que en caso de no hacerlo así, las notificaciones personales que no se le practiquen en las audiencias que se verifiquen en el presente trámite se le harán por medio de la tabla de avisos que se lleva en este tribunal, conforme lo previene el artículo 68 del Código de Procedimientos Civiles del Estado de Nuevo León. Monterrey, Nuevo León a 30 treinta de septiembre de 2024 dos mil veintiuno. Doy fe. xyxy=(732,630,952,1003)
addressee-line: Al ciudadano Oro Martínez Carvajal. xyxy=(732,121,878,131)
addressee-line: Domicilio: Ignorado xyxy=(502,1447,580,1457)
addressee-line: DOMICILIO: Ignorado. xyxy=(963,1151,1053,1161)
edict-heading: EDICTO xyxy=(1052,1616,1091,1628)
publication-dates: (7, 8 y 9) xyxy=(823,1059,861,1071)
addressee-line: Dirigido a: Alba Miriam Garza Ayala Domicilio: Ignorado xyxy=(732,1096,916,1118)
signature-line: JUZGADO TERCERO DEL JUICIO xyxy=(538,1875,685,1887)
signature-line: DE ASISTENCIA TÉCNICA EN APOYO xyxy=(760,1026,925,1038)
signature-line: C. SECRETARIO ADSCRITO AL JUZGADO NOVENO DEL JUICIO FAMILIAR ORAL xyxy=(979,1568,1164,1591)
signature-line: JUDICIAL DE LOS JUZGADOS DE JUICIO xyxy=(1204,1091,1386,1103)
publication-dates: (9, 10 y 11) xyxy=(249,1968,295,1980)
signature-line: CIUDADANO SECRETARIO xyxy=(783,1048,901,1059)
addressee-line: DOMICILIO IGNORADO. xyxy=(53,1779,157,1791)
publication-dates: (7, 8 y 9) xyxy=(1052,560,1091,572)
signature-line: C. SECRETARIO ADSCRITO AL JUZGADO xyxy=(520,1376,703,1388)
signature-line: NOVENO DEL JUICIO FAMILIAR ORAL xyxy=(527,1387,696,1399)
signature-line: LICENCIADA KARLA NALLELY CARRIAGA MENDEZ. xyxy=(978,505,1165,527)
edict-body: Con fecha 25 veinticinco de enero del 2024 dos mil veinticuatro, se admitió a trámite el expediente judicial 30/2024 derivado del juicio oral de divorcio incausado, promovido por Samuel Quintero Almaguer en contra de Oro Martínez Carvajal; y dado que a la fecha, se desconoce el paradero del demandado, en el auto de fecha 2 dos de septiembre del 2024 dos mil veinticuatro, se ordenó emplazarla por medio de edictos que se publicarán por 03- tres veces consecutivas, en el Periódico Oficial, Boletín Judicial y en el Periódico El Porvenir, que se edita en esta ciudad, notificándole a la parte demandada para que dentro del término de 9 nueve días, ocurra ante este Tribunal a formular su contestación debiendo hacer valer las excepciones de su intención si las tuviere. En la inteligencia de que la notificación realizada de esta forma comenzará a surtir sus efectos a los 10 diez días contados desde el siguiente al de la última publicación del edicto ordenado, quedando en la Secretaría de este Juzgado a disposición de la parte demandada, las copias de traslado de la demanda y demás documentos acompañados, para que se impongan de ellos. Ahora bien y de conformidad con lo dispuesto por el artículo 68 del Código de Procedimientos Civiles del Estado, prevéngase a la parte demandada, a fin de que señale domicilio para el efecto de oír y recibir notificaciones. Apercibido de que en caso de no hacerlo, las subsecuentes notificaciones de carácter personal se le harán por medio de la tabla de avisos que se lleva en este juzgado. DOY FE. Apodaca, Nuevo León, a 25 veinticinco de septiembre del año 2024 dos mil veinticuatro. Juzgado Segundo de Juicio Familiar Oral del Décimo Tercer Distrito Judicial del Estado. DOY FE. xyxy=(732,143,952,527)
signature-line: NANCY GUADALUPE RIVERA MOLINA xyxy=(987,1557,1156,1569)
signature-line: PRIMERO DE LO FAMILIAR DEL CUARTO xyxy=(980,538,1163,550)
edict-notice xyxy=(732,1085,952,1602)
edict-heading: EDICTO xyxy=(592,1424,631,1436)
edict-notice xyxy=(963,1128,1180,1602)
addressee-line: Con domicilio desconocido. xyxy=(732,1638,843,1649)
publication-dates: (9, 10 y 11) xyxy=(249,1732,295,1743)
signature-line: LICENCIADO JUAN MANUEL GONZALEZ VELÁZQUEZ xyxy=(153,1000,391,1012)
signature-line: COORDINACIÓN DE GESTIÓN JUDICIAL xyxy=(753,2067,931,2078)
edict-notice xyxy=(1191,109,1399,692)
addressee-line: DOMICILIO: IGNORADO xyxy=(1191,143,1293,153)
signature-line: DISTRITO JUDICIAL DEL ESTADO. xyxy=(1219,1114,1371,1126)
top-rule xyxy=(48,98,1404,102)
signature-line: C. SECRETARIO FEDATARIO ADSCRITA xyxy=(1208,1711,1383,1723)
column-6 xyxy=(1186,107,1404,2535)
signature-line: LICENCIADA GEORGINA ROSALES TREJO xyxy=(177,1698,367,1710)
edict-heading: EDICTO xyxy=(1276,109,1314,121)
edict-notice xyxy=(1191,707,1399,1136)
signature-line: LICENCIADA BÁRBARA DEYANIRA FLORES GARCÍA xyxy=(155,1416,389,1428)
edict-body: Por auto de fecha 16 dieciséis de abril de 2024 dos mil veinticuatro, se admitió a trámite en el Juzgado Tercero de Juicio Familiar Oral del Primer Distrito Judicial en el Estado, el expediente judicial número 1002/2024, relativo al juicio oral sobre divorcio incausado, promovido por Griselda Casimiro Martínez en contra de Ernesto Rodríguez Hernández, dentro de los autos del expediente judicial número 192/2024; así mismo, en dicho proveído se ordenó emplazar a la parte demandada. En virtud de lo anterior, mediante auto de fecha 27 veintisiete de agosto de 2024 dos mil veinticuatro, se ordenó realizar el emplazamiento de ley al demandado por medio de edictos, ordenándose su publicación por "3 tres veces" consecutivas tanto en el Periódico Oficial del Estado, como en el Periódico El Porvenir, así como en el Boletín Judicial del Estado, para que dentro de 9 nueve días comparezca ante este tribunal a manifestar lo que sus derechos convenga. En la inteligencia que la notificación hecha de esta manera surtirá sus efectos a los "10 diez días" contados desde el siguiente al de la última publicación, previniéndose a la parte demandada para que señale domicilio para oír y recibir notificaciones en cualquiera de los municipios de Apodaca, General Escobedo, San Nicolás de los Garza, Guadalupe, Monterrey, San Pedro Garza García, Santa Catarina y García; apercibida de que en caso de no hacerlo así, las notificaciones personales que no se le practiquen en las audiencias que se verifiquen en el presente trámite se le harán por medio de la tabla de avisos que se lleva en este tribunal, conforme lo previene el artículo 68 del Código de Procedimientos Civiles del Estado de Nuevo León. Monterrey, Nuevo León a 19 diecinueve de septiembre de 2024 dos mil veinticuatro. Doy fe. xyxy=(502,1457,721,1841)
edict-heading: EDICTO xyxy=(823,1084,862,1097)
publication-dates: (7, 8 y 9) xyxy=(1276,681,1314,692)
addressee-line: Al ciudadano: Ernesto Rodríguez Hernández. xyxy=(502,1436,684,1447)
signature-line: SECRETARIO LÍDER ADSCRITA A LA xyxy=(761,2056,923,2067)
edict-heading: EDICTO xyxy=(252,1475,291,1487)
edict-body: A las 14:00 catorce horas del día 18 dieciocho de octubre de 2024 dos mil veinticuatro dentro del juicio oral mercantil que se tramita ante este Juzgado Segundo de Juicio Civil y Familiar Oral del Quinto Distrito Judicial del Estado bajo el expediente judicial número 2001/2019, que promovió Tomas Cantú Garza apoderado general para pleitos y cobranzas de Banco Mercantil del Norte, Sociedad Anónima Institución de Banca Múltiple, Grupo Financiero Banorte en contra de Oscar Javier Rodríguez García, tendrá verificativo la Audiencia de Remate en Pública Subasta y Primera Almoneda, respecto del bien inmueble embargado en autos propiedad de la parte demandada, consistente en: II. DATOS DEL INMUEBLE UBICACIÓN: TIPO INMUEBLE O PREDIO: VIVIENDA, LOTE O PARCELA: 20, MANZANA: 240, TIPO VIALIDAD: CALLE, VIALIDAD: RIBERA DE LOS GONZALEZ, N° EXTERIOR: 208-B, TIPO ASENTAMIENTO: FRACCIONAMIENTO, NOMBRE DE ASENTAMIENTO: RIBERA DE LA MORENA, ETAPA O SECCIÓN: PRIMERA, EXPEDIENTE CATASTRAL: 4243240138, ESTADO: NUEVO LEÓN, MUNICIPIO: JUAREZ, SUPERFICIE: 0, USO DE SUELO: NO CONSTA. ESTADO: NUEVO LEÓN, MUNICIPIO: JUAREZ, SUPERFICIE: 0, USO DE SUELO: NO CONSTA. DESCRIPCIÓN OBSERVACIONES: AREA PRIVATIVA 2: CONSTA DE SALA COMEDOR, COCINA, LAVANDERÍA, DOS RECÁMARAS Y UN BAÑO COMPLETO CON UNA SUPERFICIE TOTAL TECHADA DE (54.0180) CINCUENTA Y CUATRO METROS UN CENTÍMETRO CUADRADO; AREA DE PATIO CON UNA SUPERFICIE DE (8.57 M2) OCHO METROS CINCUENTA Y SIETE CENTÍMETROS CUADRADOS, Y UN CAJÓN DE ESTACIONAMIENTO AL CUAL TIENE UNA SUPERFICIE DE (17.93 M2) DIECISIETE METROS NOVENTA Y TRES CENTÍMETROS CUADRADOS. PLANTA BAJA: AL SURESTE, EN 3 (TRES) TRAMOS, EL PRIMERO HACIA EL SUROESTE MIDE (1.61) UN METRO SESENTA Y UN CENTÍMETROS, EL SEGUNDO HACIA EL SURESTE MIDE (0.20) VEINTE CENTÍMETROS, Y EL TERCERO HACIA EL SUROESTE MIDE (2.45) DOS METROS CUARENTA Y CINCO CENTÍMETROS, A COLINDAR EN TODOS ESTOS PUNTOS CON VACÍO A PATIO POSTERIOR DE LA VIVIENDA EN 3 PARTE DEL INMUEBLE, AREA EXCLUSIVA (CAJÓN DE ESTACIONAMIENTO) AL SUROESTE, EN LÍNEA QUEBRADA DE (3 TRES TRAMOS, EL PRIMERO MIDE (3.14) TRES METROS CATORCE CENTÍMETROS, EL SEGUNDO MIDE (1.70) UN METRO SETENTA CENTÍMETROS, Y EL TERCERO MIDE (3.375) TRES METROS TRESCIENTOS SETENTA Y CINCO MILÍMETROS, A COLINDAR EN ESTOS PUNTOS CON LA VIVIENDA A; AL NOROESTE, MIDE (2.91) DOS METROS NOVENTA Y UN CENTÍMETROS A COLINDAR CON PATIO A Y AL NORESTE, MIDE (7.60) SIETE METROS SESENTA CENTÍMETROS, A COLINDAR CON LOTE NÚMERO (21) VEINTIUNO. OBSERVACIONES: DENTRO DE LA PLANTA ANTES DESCRITA SE ENCUENTRA COMPRENDIDA UN ÁREA TOTAL DE VOLADOS DE (2.32M2) DOS METROS TREINTA Y DOS CENTÍMETROS CUADRADOS. AMPARADA EN DOS VOLADOS, EL PRIMERO DE ELLOS UBICADO EN LA PARTE FRONTAL DE LA VIVIENDA CON SUPERFICIE DE (1.22 M2) UN METRO VEINTIDÓS CENTÍMETROS CUADRADOS, Y EL SEGUNDO UBICADO EN LA PARTE POSTERIOR DE LA VIVIENDA CON SUPERFICIE DE (1.10 M2) UN METRO DIEZ CENTÍMETROS CUADRADOS. PLANTA ALTA: AL SURESTE, EN (3) TRES TRAMOS, EL PRIMERO HACIA EL SUROESTE MIDE (1.61) UN METRO SESENTA Y UN CENTÍMETROS, EL SEGUNDO HACIA EL SURESTE MIDE (0.20) VEINTE CENTÍMETROS, Y EL TERCERO HACIA EL SUROESTE MIDE (1.88) UN METRO OCHENTA Y OCHO CENTÍMETROS, A COLINDAR EN TODOS ESTOS PUNTOS CON VACÍO: AL SUROESTE EN LÍNEA QUEBRADA DE (7) SIETE TRAMOS, EL PRIMERO MIDE (1.31) UN METRO TREINTA Y UN CENTÍMETROS, EL SEGUNDO MIDE (0.57) CINCUENTA Y SIETE CENTÍMETROS, EL TERCERO MIDE (1.83) UN METRO OCHENTA Y TRES CENTÍMETROS, EL CUARTO MIDE (1.75) UN METRO SETENTA Y CINCO CENTÍMETROS, EL QUINTO MIDE (1.95) UN METRO NOVENTA Y CINCO CENTÍMETROS, EL SEXTO MIDE (0.57) CINCUENTA Y SIETE CENTÍMETROS, Y EL SÉPTIMO MIDE (1.45) UN METRO CUARENTA Y CINCO CENTÍMETROS, A COLINDAR EN ESTOS PUNTOS CON LA VIVIENDA A AL NOROESTE, MIDE (3.49) TRES METROS CUARENTA Y NUEVE CENTÍMETROS A COLINDAR CON VACÍO; Y AL NORESTE, MIDE (7.60) SIETE METROS SESENTA CENTÍMETROS A COLINDAR CON LOTE NÚMERO (21) VEINTIUNO. NOTA: LAS MEDIDAS Y COLINDANCIAS DEL PATIO SE SON SURESTE MIDE (3.50) TRES METROS CINCUENTA CENTÍMETROS, A COLINDAR CON LA PARTE DEL LOTE A LA VIVIENDA A, AL SUROESTE, MIDE (2.45) DOS METROS CUARENTA Y CINCO CENTÍMETROS, A COLINDAR CON CAJÓN DE ESTACIONAMIENTO; Y AL NORESTE, MIDE (2.45) DOS METROS CUARENTA Y CINCO CENTÍMETROS A COLINDAR CON LOTE NÚMERO (21) VEINTIUNO. Bien inmueble que se encuentra inscrito bajo los siguientes datos: número 5682, volumen 84, libro 57, sección I Propiedad, Unidad V. Juárez, de fecha 22 veintidós de julio del año 2024. Asimismo, adviértiéndose que el avalúo realizado por el perito designado en autos, se advierte que el valor del inmueble en cuestión lo es la cantidad de $350,000.00 (trescientos cincuenta mil pesos 00/100 moneda nacional), esta autoridad determina que el monto que servirá como postura legal para llevar a cabo la presente audiencia de remate, será la cantidad de $233,333.33 (doscientos treinta y tres mil trescientos treinta y tres pesos 33/100 moneda nacional), que corresponde a las dos terceras partes del valor emitido por el perito valuador designado en autos, lo anterior de conformidad con el artículo 1410 del Código de Comercio, en relación con el numeral 479 del Código Federal de Procedimientos Civiles, aplicado supletoriamente a la legislación mercantil; Al efecto procédase a convocar a postores por medio de edictos que deberán publicarse por 2 dos veces dentro del término de 9 nueve días hábiles en el periódico Milenio, Porvenir o El Norte, o a elección del accionante, conforme a lo establecido en el artículo 1411 del Código de Comercio; en la inteligencia de que entre la primera y la segunda publicación, deberán mediar un lapso de tres días al fijarse en ellos, y nueve días si fuesen muebles, y nueve días si fuesen inmuebles, y entre la última publicación y la fecha del remate deberá mediar un plazo no menor de cinco días; ya que su publicación de otra forma reduciría la oportunidad de los terceros extraños a juicio que pudieran interesarse en la adquisición del bien. Debiendo los postores interesados en intervenir en la subasta de referencia, consignar previamente a la citada fecha y hora mediante certificado de depósito, cuando menos la cantidad equivalente al 10% diez por ciento del valor señalado emitido por el perito; lo anterior de conformidad con el artículo 1411 del Código de Comercio en vigor, acorde a las reformas publicadas en el Diario Oficial de la Federación el día 19 diecinueve de octubre del año 2011 dos mil once, así como los numerales 472, 473, 475, 479, 481 y 482 del Código Federal de Procedimientos Civiles aplicado de manera supletoria a la legislación mercantil. Hágase saber a los interesados que en la Secretaría del juzgado se les proporcionarán mayores informes. En la inteligencia de que este recinto judicial se encuentra ubicado en el Libramiento Monterrey-Reynosa kilómetro 30 de la colonia El Calvario en el municipio de Cadereyta Jiménez, Nuevo León a 20 veinte de septiembre del 2024 dos mil veinticuatro. xyxy=(53,121,491,1001)
